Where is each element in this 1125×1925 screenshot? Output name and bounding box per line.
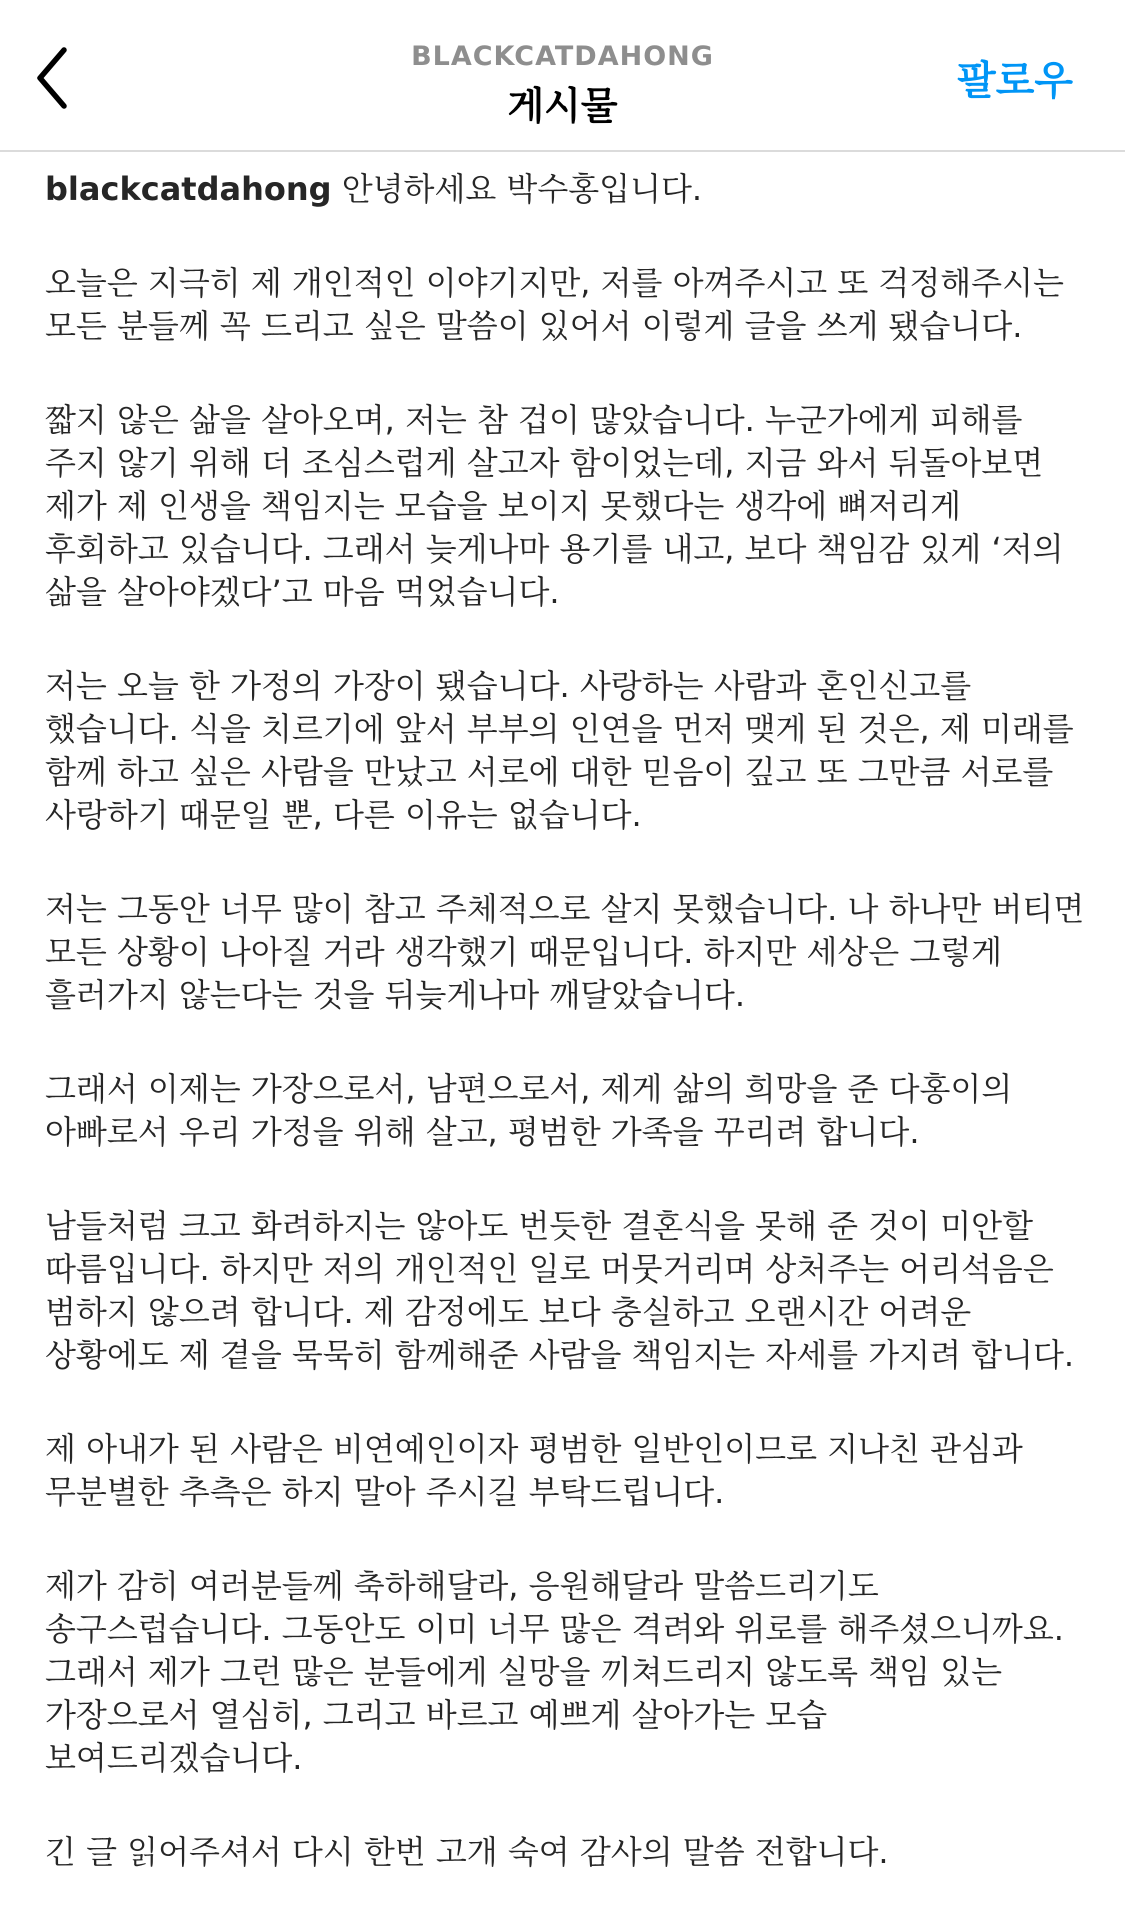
caption-paragraph: 오늘은 지극히 제 개인적인 이야기지만, 저를 아껴주시고 또 걱정해주시는 모든 분들께 꼭 드리고 싶은 말씀이 있어서 이렇게 글을 쓰게 됐습니다. [45,264,1064,345]
caption-paragraph: 제가 감히 여러분들께 축하해달라, 응원해달라 말씀드리기도 송구스럽습니다. 그동안도 이미 너무 많은 격려와 위로를 해주셨으니까요. 그래서 제가 그런 많은 분들에게 실망을 끼쳐드리지 않도록 책임 있는 가장으로서 열심히, 그리고 바르고 예쁘게 살아가는 모습 보여드리겠습니다. [45,1567,1064,1777]
header-username: BLACKCATDAHONG [411,41,714,72]
caption-paragraph: 저는 그동안 너무 많이 참고 주체적으로 살지 못했습니다. 나 하나만 버티면 모든 상황이 나아질 거라 생각했기 때문입니다. 하지만 세상은 그렇게 흘러가지 않는다는 것을 뒤늦게나마 깨달았습니다. [45,890,1085,1014]
caption-paragraph: 긴 글 읽어주셔서 다시 한번 고개 숙여 감사의 말씀 전합니다. [45,1833,889,1871]
page-title: 게시물 [507,84,618,128]
post-caption [45,168,1085,1925]
caption-paragraph: 제 아내가 된 사람은 비연예인이자 평범한 일반인이므로 지나친 관심과 무분별한 추측은 하지 말아 주시길 부탁드립니다. [45,1430,1023,1511]
caption-paragraph: 남들처럼 크고 화려하지는 않아도 번듯한 결혼식을 못해 준 것이 미안할 따름입니다. 하지만 저의 개인적인 일로 머뭇거리며 상처주는 어리석음은 범하지 않으려 합니다. 제 감정에도 보다 충실하고 오랜시간 어려운 상황에도 제 곁을 묵묵히 함께해준 사람을 책임지는 자세를 가지려 합니다. [45,1207,1075,1374]
caption-greeting: 안녕하세요 박수홍입니다. [341,170,703,208]
top-navigation-bar [0,0,1125,152]
caption-first-line [45,168,1085,211]
caption-paragraph: 그래서 이제는 가장으로서, 남편으로서, 제게 삶의 희망을 준 다홍이의 아빠로서 우리 가정을 위해 살고, 평범한 가족을 꾸리려 합니다. [45,1070,1013,1151]
caption-paragraph: 짧지 않은 삶을 살아오며, 저는 참 겁이 많았습니다. 누군가에게 피해를 주지 않기 위해 더 조심스럽게 살고자 함이었는데, 지금 와서 뒤돌아보면 제가 제 인생을 책임지는 모습을 보이지 못했다는 생각에 뼈저리게 후회하고 있습니다. 그래서 늦게나마 용기를 내고, 보다 책임감 있게 ‘저의 삶을 살아야겠다’고 마음 먹었습니다. [45,401,1064,611]
follow-button[interactable]: 팔로우 [957,58,1073,104]
caption-paragraph: 저는 오늘 한 가정의 가장이 됐습니다. 사랑하는 사람과 혼인신고를 했습니다. 식을 치르기에 앞서 부부의 인연을 먼저 맺게 된 것은, 제 미래를 함께 하고 싶은 사람을 만났고 서로에 대한 믿음이 깊고 또 그만큼 서로를 사랑하기 때문일 뿐, 다른 이유는 없습니다. [45,667,1074,834]
author-username[interactable]: blackcatdahong [45,170,332,208]
